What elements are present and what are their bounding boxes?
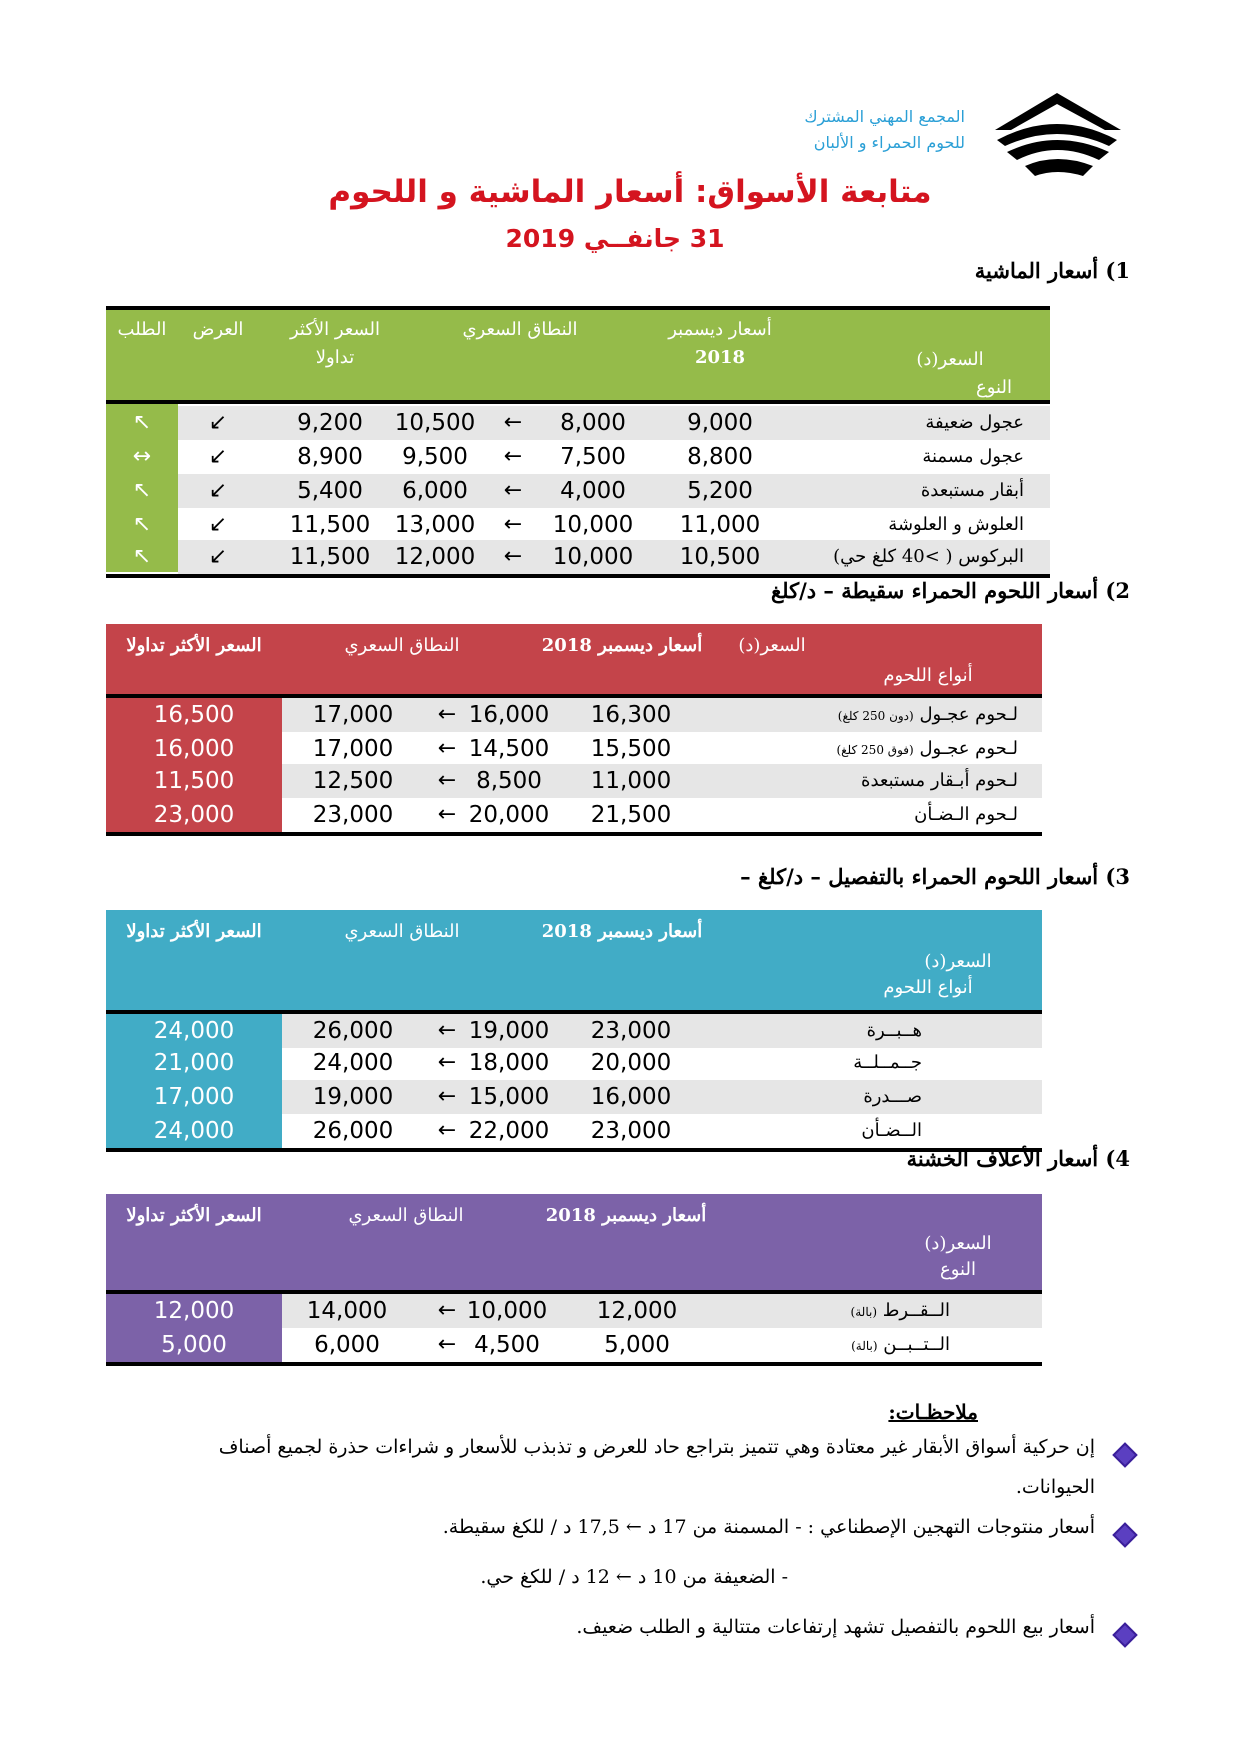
range-high: 23,000 — [312, 802, 394, 828]
carcass-name — [758, 698, 1018, 732]
table-row — [106, 508, 1050, 542]
range-arrow-icon: ← — [437, 802, 457, 827]
most-traded: 17,000 — [153, 1084, 235, 1110]
table-row — [106, 1328, 1042, 1362]
item-name: الــقــرط — [882, 1300, 950, 1321]
december-price: 8,800 — [687, 444, 753, 470]
livestock-name: البركوس ( >40 كلغ حي) — [833, 546, 1024, 567]
december-price: 10,500 — [679, 544, 761, 570]
header-price: السعر(د) — [738, 635, 806, 656]
livestock-name: عجول مسمنة — [922, 446, 1024, 467]
carcass-section-title: 2) أسعار اللحوم الحمراء سقيطة – د/كلغ — [770, 578, 1130, 603]
logo-icon — [985, 88, 1130, 188]
header-range: النطاق السعري — [462, 319, 578, 340]
supply-trend-icon: ↙ — [208, 478, 228, 503]
table-row — [106, 406, 1050, 440]
range-arrow-icon: ← — [437, 1298, 457, 1323]
range-high: 12,000 — [394, 544, 476, 570]
range-low: 22,000 — [468, 1118, 550, 1144]
range-arrow-icon: ← — [503, 512, 523, 537]
item-name: هــبــرة — [866, 1020, 922, 1041]
december-price: 9,000 — [687, 410, 753, 436]
note-1-continued: الحيوانات. — [1015, 1476, 1095, 1498]
fodder-name — [750, 1294, 950, 1328]
december-price: 23,000 — [590, 1018, 672, 1044]
range-arrow-icon: ← — [503, 410, 523, 435]
range-high: 12,500 — [312, 768, 394, 794]
range-arrow-icon: ← — [437, 702, 457, 727]
december-price: 12,000 — [596, 1298, 678, 1324]
most-traded: 8,900 — [297, 444, 363, 470]
header-december: أسعار ديسمبر — [668, 319, 772, 340]
retail-name — [722, 1046, 922, 1080]
note-3: أسعار بيع اللحوم بالتفصيل تشهد إرتفاعات متتالية و الطلب ضعيف. — [576, 1616, 1095, 1638]
livestock-table — [106, 306, 1050, 578]
header-type: النوع — [940, 1259, 976, 1280]
header-price: السعر(د) — [924, 951, 992, 972]
header-type: أنواع اللحوم — [883, 665, 973, 686]
range-high: 24,000 — [312, 1050, 394, 1076]
item-name: جــمــلــة — [853, 1052, 922, 1073]
table-row — [106, 1046, 1042, 1080]
most-traded: 5,400 — [297, 478, 363, 504]
org-line-1: المجمع المهني المشترك — [804, 107, 965, 126]
retail-name — [722, 1114, 922, 1148]
item-name: الــتــبــن — [883, 1334, 950, 1355]
item-name: لـحوم عجـول — [919, 738, 1018, 759]
range-arrow-icon: ← — [437, 1050, 457, 1075]
header-type: أنواع اللحوم — [883, 977, 973, 998]
supply-trend-icon: ↙ — [208, 512, 228, 537]
range-low: 7,500 — [560, 444, 626, 470]
header-price: السعر(د) — [924, 1233, 992, 1254]
most-traded: 12,000 — [153, 1298, 235, 1324]
table-row — [106, 764, 1042, 798]
range-arrow-icon: ← — [503, 444, 523, 469]
range-low: 20,000 — [468, 802, 550, 828]
fodder-table-header — [106, 1194, 1042, 1290]
most-traded: 16,500 — [153, 702, 235, 728]
range-high: 17,000 — [312, 736, 394, 762]
december-price: 5,000 — [604, 1332, 670, 1358]
range-low: 18,000 — [468, 1050, 550, 1076]
range-low: 8,500 — [476, 768, 542, 794]
header-most-traded: السعر الأكثر تداولا — [126, 921, 262, 942]
carcass-table-header — [106, 624, 1042, 694]
header-december: أسعار ديسمبر 2018 — [545, 1205, 707, 1226]
most-traded: 11,500 — [289, 544, 371, 570]
table-row — [106, 540, 1050, 574]
header-range: النطاق السعري — [348, 1205, 464, 1226]
most-traded: 11,500 — [289, 512, 371, 538]
table-row — [106, 698, 1042, 732]
header-year: 2018 — [694, 347, 746, 368]
range-low: 10,000 — [552, 512, 634, 538]
range-low: 15,000 — [468, 1084, 550, 1110]
most-traded: 9,200 — [297, 410, 363, 436]
item-note: (بالة) — [851, 1339, 878, 1353]
demand-trend-icon: ↖ — [132, 544, 152, 569]
item-name: صـــدرة — [863, 1086, 922, 1107]
most-traded: 21,000 — [153, 1050, 235, 1076]
supply-trend-icon: ↙ — [208, 444, 228, 469]
carcass-table — [106, 624, 1042, 836]
demand-trend-icon: ↖ — [132, 512, 152, 537]
most-traded: 24,000 — [153, 1118, 235, 1144]
table-row — [106, 474, 1050, 508]
december-price: 20,000 — [590, 1050, 672, 1076]
december-price: 5,200 — [687, 478, 753, 504]
range-low: 8,000 — [560, 410, 626, 436]
note-2: أسعار منتوجات التهجين الإصطناعي : - المسمنة من 17 د ← 17,5 د / للكغ سقيطة. — [442, 1516, 1095, 1538]
table-row — [106, 1294, 1042, 1328]
range-high: 10,500 — [394, 410, 476, 436]
header-most-traded-1: السعر الأكثر — [289, 319, 381, 340]
range-low: 10,000 — [552, 544, 634, 570]
most-traded: 23,000 — [153, 802, 235, 828]
header-most-traded: السعر الأكثر تداولا — [126, 1205, 262, 1226]
december-price: 21,500 — [590, 802, 672, 828]
carcass-name — [758, 732, 1018, 766]
header-range: النطاق السعري — [344, 921, 460, 942]
note-2-continued: - الضعيفة من 10 د ← 12 د / للكغ حي. — [480, 1566, 788, 1588]
item-name: لـحوم أبـقار مستبعدة — [861, 770, 1018, 791]
item-note: (بالة) — [850, 1305, 877, 1319]
page-title: متابعة الأسواق: أسعار الماشية و اللحوم — [328, 174, 932, 210]
table-row — [106, 1014, 1042, 1048]
most-traded: 5,000 — [161, 1332, 227, 1358]
range-low: 4,000 — [560, 478, 626, 504]
retail-section-title: 3) أسعار اللحوم الحمراء بالتفصيل – د/كلغ – — [740, 864, 1130, 889]
header-range: النطاق السعري — [344, 635, 460, 656]
range-arrow-icon: ← — [437, 1332, 457, 1357]
range-low: 4,500 — [474, 1332, 540, 1358]
most-traded: 16,000 — [153, 736, 235, 762]
range-arrow-icon: ← — [503, 478, 523, 503]
table-row — [106, 732, 1042, 766]
header-december: أسعار ديسمبر 2018 — [541, 635, 703, 656]
note-1: إن حركية أسواق الأبقار غير معتادة وهي تتميز بتراجع حاد للعرض و تذبذب للأسعار و شراءات حذرة لجميع أصناف — [218, 1436, 1095, 1458]
carcass-name — [758, 798, 1018, 832]
december-price: 23,000 — [590, 1118, 672, 1144]
header-most-traded: السعر الأكثر تداولا — [126, 635, 262, 656]
fodder-section-title: 4) أسعار الأعلاف الخشنة — [906, 1146, 1130, 1171]
retail-table-header — [106, 910, 1042, 1010]
report-date: 31 جانفــي 2019 — [505, 224, 725, 253]
range-high: 19,000 — [312, 1084, 394, 1110]
retail-name — [722, 1080, 922, 1114]
diamond-bullet-icon — [1112, 1522, 1137, 1547]
livestock-name: عجول ضعيفة — [925, 412, 1024, 433]
diamond-bullet-icon — [1112, 1622, 1137, 1647]
range-high: 6,000 — [314, 1332, 380, 1358]
range-high: 9,500 — [402, 444, 468, 470]
demand-trend-icon: ↖ — [132, 478, 152, 503]
range-arrow-icon: ← — [503, 544, 523, 569]
fodder-name — [750, 1328, 950, 1362]
item-note: (فوق 250 كلغ) — [836, 743, 914, 757]
december-price: 11,000 — [590, 768, 672, 794]
header-december: أسعار ديسمبر 2018 — [541, 921, 703, 942]
demand-trend-icon: ↔ — [132, 444, 152, 469]
range-arrow-icon: ← — [437, 768, 457, 793]
table-row — [106, 440, 1050, 474]
item-name: لـحوم عجـول — [919, 704, 1018, 725]
fodder-table — [106, 1194, 1042, 1368]
item-name: لـحوم الـضـأن — [914, 804, 1018, 825]
range-low: 16,000 — [468, 702, 550, 728]
december-price: 16,000 — [590, 1084, 672, 1110]
header-demand: الطلب — [117, 319, 167, 340]
range-high: 26,000 — [312, 1118, 394, 1144]
range-high: 17,000 — [312, 702, 394, 728]
range-arrow-icon: ← — [437, 1084, 457, 1109]
header-most-traded-2: تداولا — [315, 347, 355, 368]
range-low: 14,500 — [468, 736, 550, 762]
demand-trend-icon: ↖ — [132, 410, 152, 435]
table-row — [106, 1114, 1042, 1148]
header-supply: العرض — [192, 319, 244, 340]
most-traded: 24,000 — [153, 1018, 235, 1044]
item-note: (دون 250 كلغ) — [837, 709, 914, 723]
table-row — [106, 1080, 1042, 1114]
most-traded: 11,500 — [153, 768, 235, 794]
table-row — [106, 798, 1042, 832]
supply-trend-icon: ↙ — [208, 544, 228, 569]
range-high: 26,000 — [312, 1018, 394, 1044]
range-high: 6,000 — [402, 478, 468, 504]
carcass-name — [758, 764, 1018, 798]
diamond-bullet-icon — [1112, 1442, 1137, 1467]
supply-trend-icon: ↙ — [208, 410, 228, 435]
range-arrow-icon: ← — [437, 1018, 457, 1043]
december-price: 16,300 — [590, 702, 672, 728]
range-low: 19,000 — [468, 1018, 550, 1044]
org-line-2: للحوم الحمراء و الألبان — [813, 133, 965, 152]
livestock-name: العلوش و العلوشة — [888, 514, 1024, 535]
retail-table — [106, 910, 1042, 1152]
item-name: الــضـأن — [861, 1120, 922, 1141]
december-price: 15,500 — [590, 736, 672, 762]
retail-name — [722, 1014, 922, 1048]
range-high: 13,000 — [394, 512, 476, 538]
livestock-name: أبقار مستبعدة — [920, 480, 1024, 501]
header-type: النوع — [976, 377, 1012, 398]
december-price: 11,000 — [679, 512, 761, 538]
range-arrow-icon: ← — [437, 1118, 457, 1143]
notes-title: ملاحظـات: — [888, 1400, 978, 1424]
range-arrow-icon: ← — [437, 736, 457, 761]
livestock-table-header — [106, 310, 1050, 400]
range-low: 10,000 — [466, 1298, 548, 1324]
range-high: 14,000 — [306, 1298, 388, 1324]
header-price: السعر(د) — [916, 349, 984, 370]
organization-name — [765, 104, 965, 156]
livestock-section-title: 1) أسعار الماشية — [974, 258, 1130, 283]
